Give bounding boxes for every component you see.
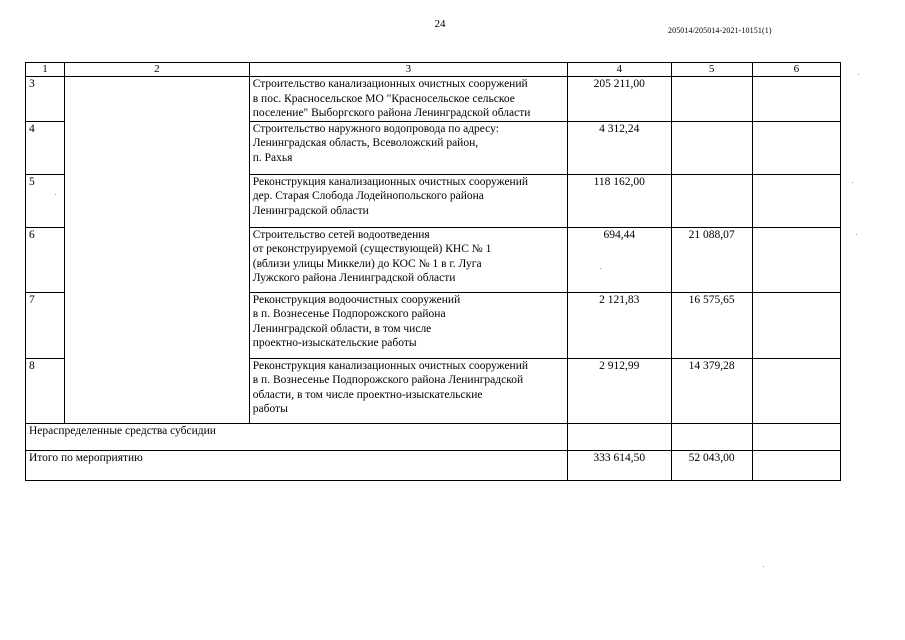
row-number: 6 <box>26 227 65 292</box>
column-header-6: 6 <box>752 63 840 77</box>
object-description <box>249 358 567 423</box>
description-line: проектно-изыскательские работы <box>252 337 417 349</box>
row-number: 7 <box>26 292 65 358</box>
total-col4: 333 614,50 <box>567 450 671 480</box>
amount-col4: 4 312,24 <box>567 121 671 174</box>
amount-col5 <box>671 423 752 450</box>
total-col5: 52 043,00 <box>671 450 752 480</box>
object-description <box>249 174 567 227</box>
amount-col4: 118 162,00 <box>567 174 671 227</box>
unallocated-row <box>26 423 841 450</box>
subsidy-table <box>25 62 841 481</box>
object-description <box>249 292 567 358</box>
amount-col6 <box>752 292 840 358</box>
description-line: Реконструкция канализационных очистных сооружений <box>252 359 529 372</box>
amount-col6 <box>752 423 840 450</box>
description-line: Строительство канализационных очистных сооружений <box>252 78 528 90</box>
description-line: Строительство сетей водоотведения <box>252 228 430 241</box>
row-number: 3 <box>26 77 65 122</box>
column-header-2: 2 <box>65 63 250 77</box>
merged-column-2-cell <box>65 77 250 424</box>
description-line: Реконструкция канализационных очистных сооружений <box>252 175 529 188</box>
description-line: в п. Вознесенье Подпорожского района Ленинградской <box>252 374 524 386</box>
column-header-5: 5 <box>671 63 752 77</box>
amount-col5 <box>671 77 752 122</box>
description-line: Лужского района Ленинградской области <box>252 272 456 284</box>
header-row <box>26 63 841 77</box>
amount-col4: 2 912,99 <box>567 358 671 423</box>
description-line: Реконструкция водоочистных сооружений <box>252 293 461 306</box>
amount-col4 <box>567 423 671 450</box>
amount-col5 <box>671 121 752 174</box>
amount-col5: 16 575,65 <box>671 292 752 358</box>
description-line: Ленинградской области, в том числе <box>252 322 432 335</box>
column-header-3: 3 <box>249 63 567 77</box>
amount-col4: 205 211,00 <box>567 77 671 122</box>
description-line: области, в том числе проектно-изыскательские <box>252 388 483 401</box>
amount-col5: 21 088,07 <box>671 227 752 292</box>
amount-col6 <box>752 358 840 423</box>
total-label: Итого по мероприятию <box>26 450 568 480</box>
amount-col5 <box>671 174 752 227</box>
scan-speck <box>55 194 56 195</box>
amount-col6 <box>752 77 840 122</box>
column-header-4: 4 <box>567 63 671 77</box>
total-col6 <box>752 450 840 480</box>
amount-col6 <box>752 121 840 174</box>
document-id: 205014/205014-2021-10151(1) <box>668 26 772 35</box>
row-number: 4 <box>26 121 65 174</box>
description-line: п. Рахья <box>252 151 293 164</box>
object-description <box>249 227 567 292</box>
amount-col6 <box>752 174 840 227</box>
amount-col6 <box>752 227 840 292</box>
description-line: Строительство наружного водопровода по адресу: <box>252 122 499 135</box>
column-header-1: 1 <box>26 63 65 77</box>
scan-speck <box>858 74 859 75</box>
description-line: от реконструируемой (существующей) КНС № 1 <box>252 243 492 255</box>
description-line: Ленинградской области <box>252 204 369 217</box>
amount-col4: 2 121,83 <box>567 292 671 358</box>
scan-speck <box>856 234 857 235</box>
description-line: (вблизи улицы Миккели) до КОС № 1 в г. Луга <box>252 257 482 270</box>
scan-speck <box>852 182 853 183</box>
unallocated-label: Нераспределенные средства субсидии <box>26 423 568 450</box>
page-number: 24 <box>434 18 446 30</box>
description-line: в п. Вознесенье Подпорожского района <box>252 308 446 320</box>
description-line: поселение" Выборгского района Ленинградской области <box>252 107 531 119</box>
row-number: 5 <box>26 174 65 227</box>
total-row <box>26 450 841 480</box>
scan-speck <box>600 268 601 269</box>
row-number: 8 <box>26 358 65 423</box>
object-description <box>249 121 567 174</box>
amount-col5: 14 379,28 <box>671 358 752 423</box>
description-line: в пос. Красносельское МО "Красносельское сельское <box>252 92 515 105</box>
table-row <box>26 77 841 122</box>
object-description <box>249 77 567 122</box>
scan-speck <box>763 566 764 567</box>
description-line: дер. Старая Слобода Лодейнопольского района <box>252 190 484 202</box>
description-line: работы <box>252 403 288 415</box>
amount-col4: 694,44 <box>567 227 671 292</box>
description-line: Ленинградская область, Всеволожский район, <box>252 137 479 149</box>
